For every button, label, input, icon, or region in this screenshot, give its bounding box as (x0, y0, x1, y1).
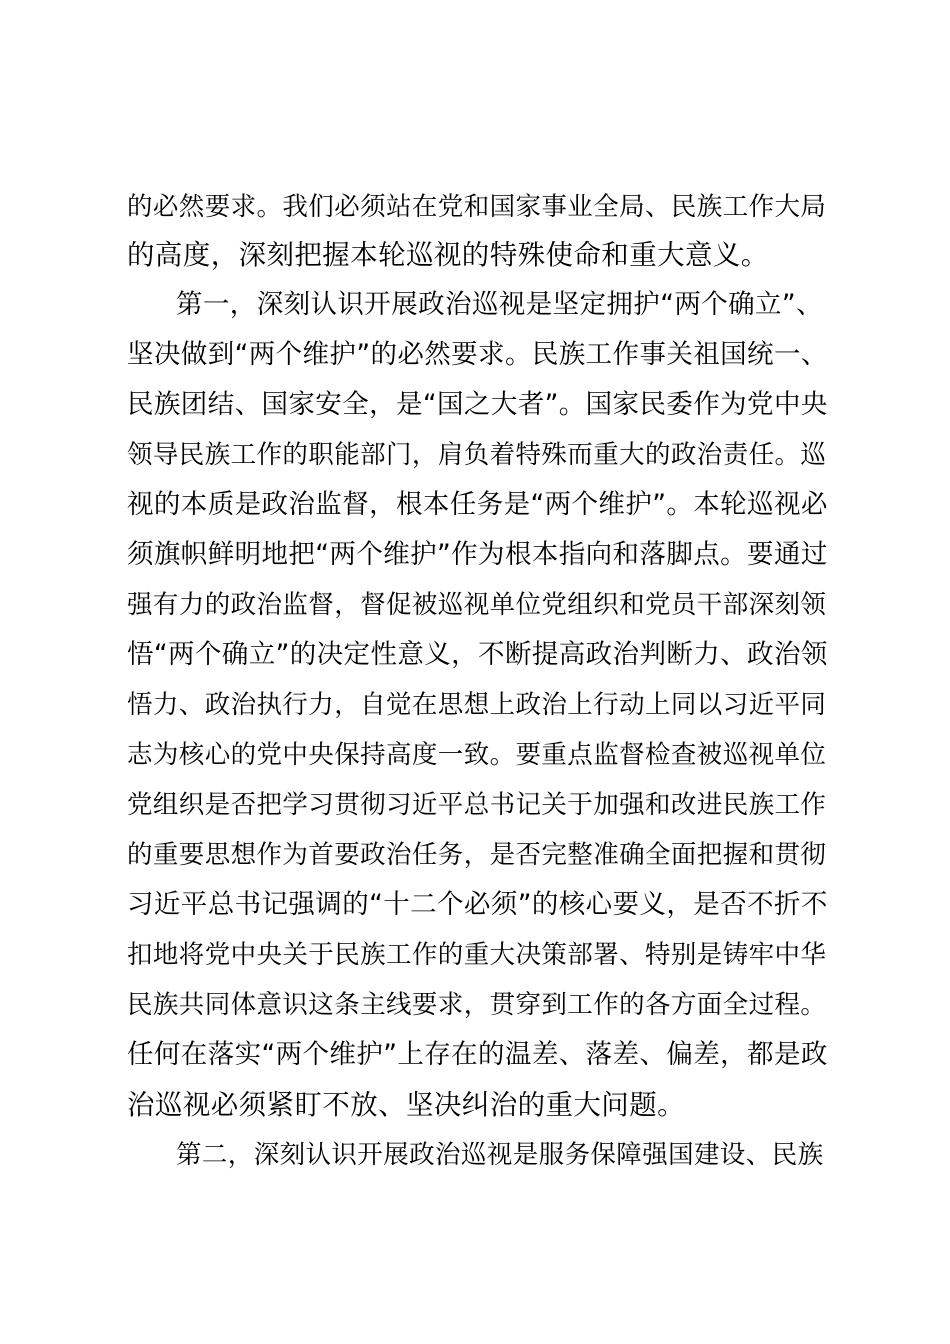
text-line-15: 习近平总书记强调的“十二个必须”的核心要义，是否不折不 (127, 889, 828, 920)
text-line-20: 第二，深刻认识开展政治巡视是服务保障强国建设、民族 (176, 1140, 824, 1170)
text-line-3: 第一，深刻认识开展政治巡视是坚定拥护“两个确立”、 (176, 289, 823, 320)
text-line-8: 须旗帜鲜明地把“两个维护”作为根本指向和落脚点。要通过 (127, 539, 828, 570)
text-line-19: 治巡视必须紧盯不放、坚决纠治的重大问题。 (127, 1089, 685, 1121)
text-line-9: 强有力的政治监督，督促被巡视单位党组织和党员干部深刻领 (127, 590, 827, 620)
text-line-13: 党组织是否把学习贯彻习近平总书记关于加强和改进民族工作 (127, 790, 827, 820)
text-line-7: 视的本质是政治监督，根本任务是“两个维护”。本轮巡视必 (127, 489, 828, 520)
text-line-2: 的高度，深刻把握本轮巡视的特殊使命和重大意义。 (127, 239, 769, 271)
text-line-12: 志为核心的党中央保持高度一致。要重点监督检查被巡视单位 (127, 740, 827, 770)
text-line-1: 的必然要求。我们必须站在党和国家事业全局、民族工作大局 (127, 192, 827, 222)
text-line-14: 的重要思想作为首要政治任务，是否完整准确全面把握和贯彻 (127, 840, 827, 870)
text-line-17: 民族共同体意识这条主线要求，贯穿到工作的各方面全过程。 (127, 990, 827, 1020)
text-line-4: 坚决做到“两个维护”的必然要求。民族工作事关祖国统一、 (127, 339, 828, 370)
text-line-6: 领导民族工作的职能部门，肩负着特殊而重大的政治责任。巡 (127, 440, 827, 470)
text-line-11: 悟力、政治执行力，自觉在思想上政治上行动上同以习近平同 (127, 690, 827, 720)
text-line-16: 扣地将党中央关于民族工作的重大决策部署、特别是铸牢中华 (127, 940, 827, 970)
text-line-18: 任何在落实“两个维护”上存在的温差、落差、偏差，都是政 (127, 1039, 828, 1070)
text-line-10: 悟“两个确立”的决定性意义，不断提高政治判断力、政治领 (127, 639, 828, 670)
text-line-5: 民族团结、国家安全，是“国之大者”。国家民委作为党中央 (127, 389, 828, 420)
